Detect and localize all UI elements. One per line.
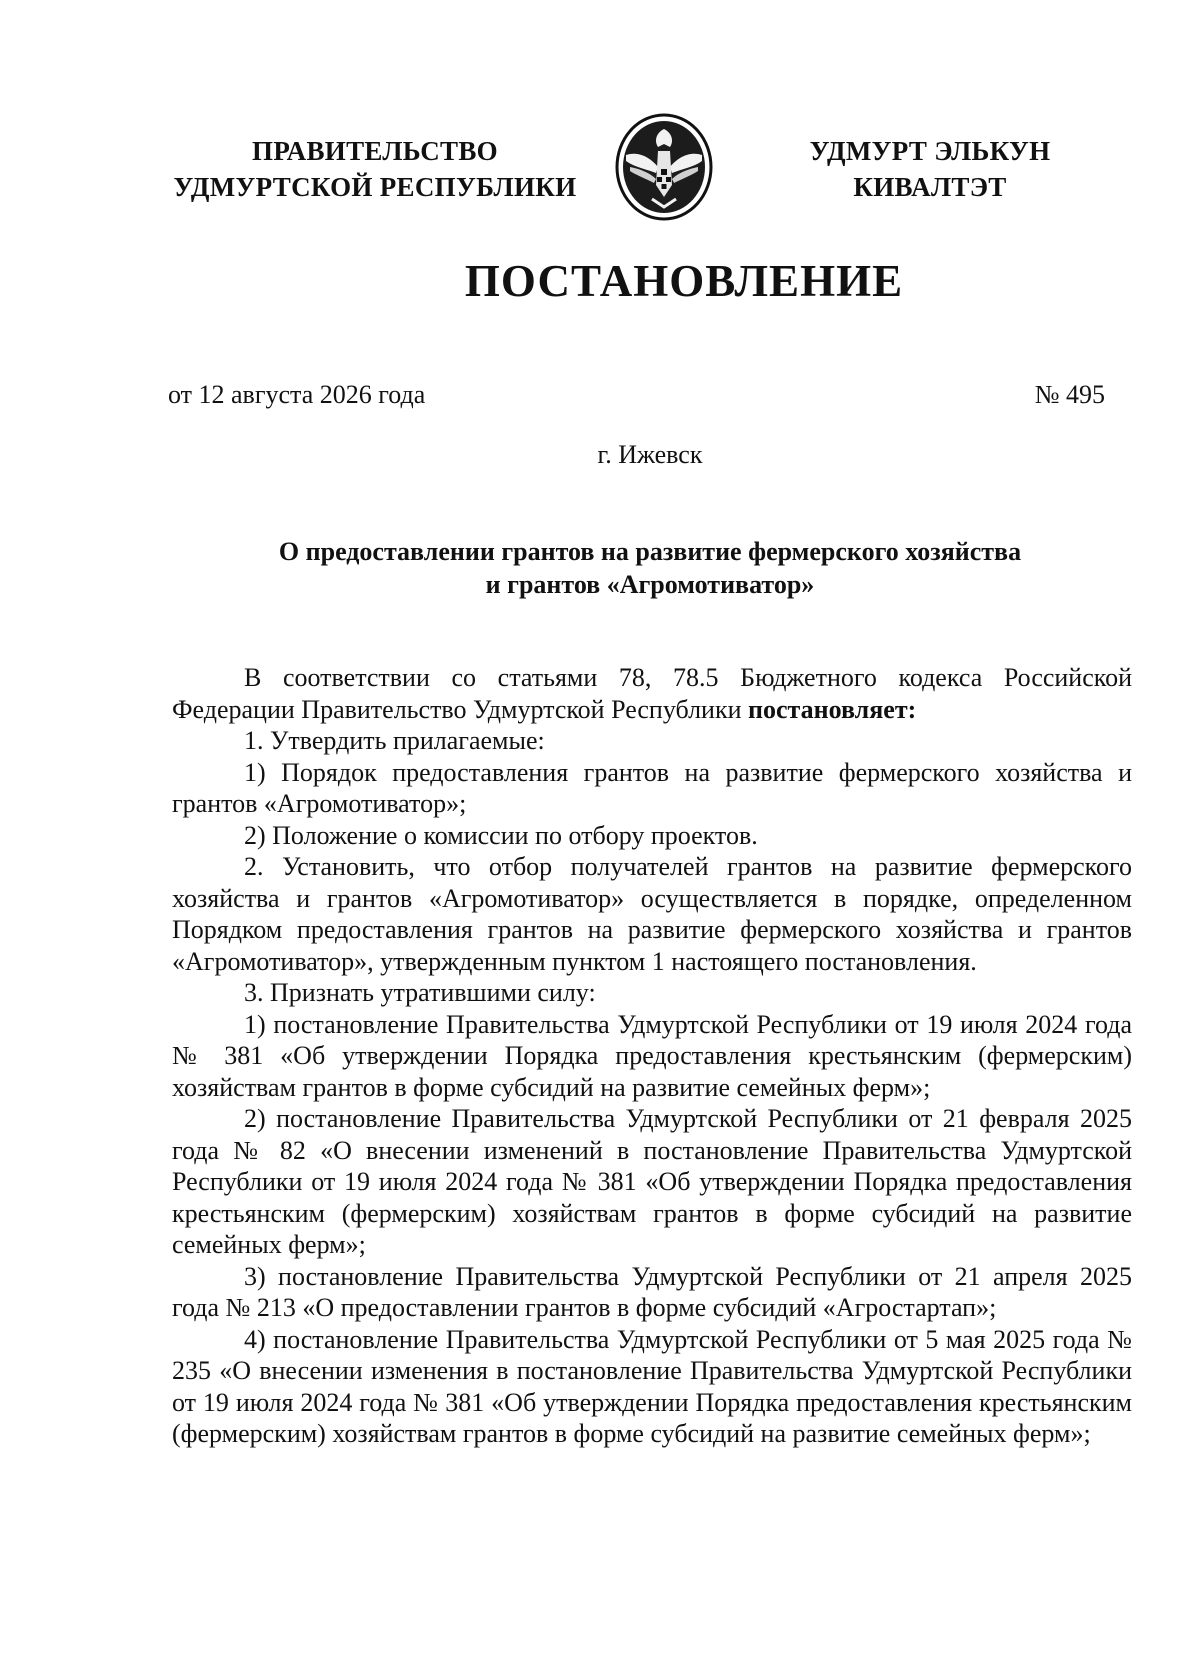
- document-subject: [170, 535, 1130, 601]
- document-city: г. Ижевск: [597, 440, 703, 469]
- document-title: ПОСТАНОВЛЕНИЕ: [464, 256, 904, 306]
- clause-3-item-3: 3) постановление Правительства Удмуртской Республики от 21 апреля 2025 года № 213 «О предоставлении грантов в форме субсидий «Агростартап»;: [172, 1261, 1132, 1322]
- clause-1-item-2: 2) Положение о комиссии по отбору проектов.: [244, 820, 758, 850]
- subject-line-2: и грантов «Агромотиватор»: [485, 570, 815, 599]
- clause-3-item-1: 1) постановление Правительства Удмуртской Республики от 19 июля 2024 года № 381 «Об утверждении Порядка предоставления крестьянским (фермерским) хозяйствам грантов в форме субсидий на развитие семейных ферм»;: [172, 1009, 1132, 1102]
- issuer-name-udmurt: [780, 133, 1080, 205]
- issuer-russian-line-1: ПРАВИТЕЛЬСТВО: [252, 136, 498, 166]
- issuer-udmurt-line-2: КИВАЛТЭТ: [853, 172, 1007, 202]
- document-date: от 12 августа 2026 года: [168, 380, 426, 409]
- issuer-russian-line-2: УДМУРТСКОЙ РЕСПУБЛИКИ: [173, 172, 577, 202]
- issuer-name-russian: [150, 133, 600, 205]
- clause-3-item-4: 4) постановление Правительства Удмуртской Республики от 5 мая 2025 года № 235 «О внесении изменения в постановление Правительства Удмуртской Республики от 19 июля 2024 года № 381 «Об утверждении Порядка предоставления крестьянским (фермерским) хозяйствам грантов в форме субсидий на развитие семейных ферм»;: [172, 1324, 1132, 1448]
- document-number: № 495: [1034, 380, 1105, 409]
- issuer-udmurt-line-1: УДМУРТ ЭЛЬКУН: [809, 136, 1051, 166]
- subject-line-1: О предоставлении грантов на развитие фермерского хозяйства: [278, 537, 1022, 566]
- clause-3-item-2: 2) постановление Правительства Удмуртской Республики от 21 февраля 2025 года № 82 «О внесении изменений в постановление Правительства Удмуртской Республики от 19 июля 2024 года № 381 «Об утверждении Порядка предоставления крестьянским (фермерским) хозяйствам грантов в форме субсидий на развитие семейных ферм»;: [172, 1104, 1132, 1259]
- udmurtia-coat-of-arms-icon: [612, 111, 716, 223]
- clause-2: 2. Установить, что отбор получателей грантов на развитие фермерского хозяйства и грантов «Агромотиватор» осуществляется в порядке, определенном Порядком предоставления грантов на развитие фермерского хозяйства и грантов «Агромотиватор», утвержденным пунктом 1 настоящего постановления.: [172, 852, 1132, 976]
- clause-3: 3. Признать утратившими силу:: [244, 978, 596, 1007]
- clause-1: 1. Утвердить прилагаемые:: [244, 726, 545, 755]
- preamble-paragraph: [172, 662, 1132, 725]
- preamble-decree-word: постановляет:: [748, 694, 917, 724]
- clause-1-item-1: 1) Порядок предоставления грантов на развитие фермерского хозяйства и грантов «Агромотиватор»;: [172, 757, 1132, 818]
- preamble-text: В соответствии со статьями 78, 78.5 Бюджетного кодекса Российской Федерации Правительство Удмуртской Республики: [172, 663, 1132, 724]
- document-body: [172, 662, 1132, 1450]
